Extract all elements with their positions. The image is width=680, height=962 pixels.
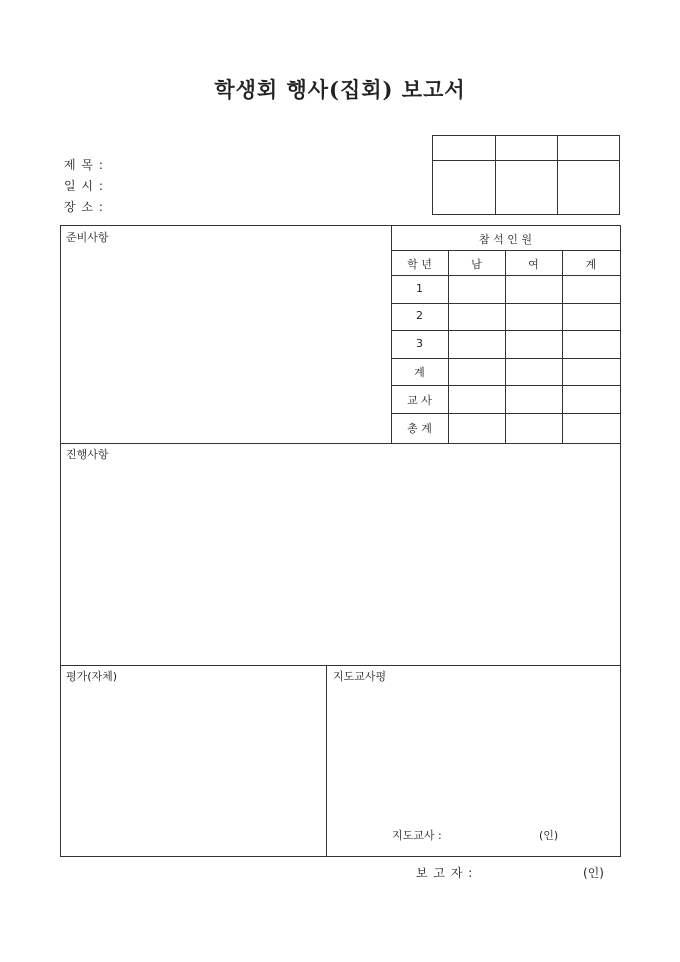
attendance-row-label: 교 사 <box>407 394 432 407</box>
section-divider <box>61 443 620 444</box>
attendance-row-divider <box>391 358 620 359</box>
approval-column-divider <box>557 136 558 214</box>
self-evaluation-label: 평가(자체) <box>66 670 118 683</box>
approval-divider <box>433 160 619 161</box>
progress-label: 진행사항 <box>66 448 109 461</box>
attendance-col-divider <box>505 250 506 443</box>
approval-box <box>432 135 620 215</box>
evaluation-divider <box>326 665 327 856</box>
attendance-col-divider <box>562 250 563 443</box>
report-form <box>60 225 621 857</box>
attendance-row-label: 1 <box>416 282 423 295</box>
page-title: 학생회 행사(집회) 보고서 <box>214 77 466 102</box>
reporter-seal: (인) <box>583 866 604 880</box>
attendance-row-label: 2 <box>416 309 423 322</box>
attendance-row-label: 계 <box>414 366 425 379</box>
attendance-row-label: 총 계 <box>407 422 432 435</box>
advisor-seal: (인) <box>539 829 559 842</box>
attendance-header-male: 남 <box>471 258 482 271</box>
attendance-title: 참 석 인 원 <box>479 233 532 246</box>
attendance-row-divider <box>391 330 620 331</box>
attendance-row-divider <box>391 385 620 386</box>
attendance-row-divider <box>391 303 620 304</box>
approval-column-divider <box>495 136 496 214</box>
advisor-sign-label: 지도교사 : <box>392 829 442 842</box>
reporter-label: 보 고 자 : <box>416 866 474 880</box>
attendance-row-divider <box>391 275 620 276</box>
preparation-label: 준비사항 <box>66 231 109 244</box>
subject-label: 제 목 : <box>64 158 104 172</box>
attendance-row-label: 3 <box>416 337 423 350</box>
attendance-header-female: 여 <box>528 258 539 271</box>
datetime-label: 일 시 : <box>64 179 104 193</box>
attendance-row-divider <box>391 250 620 251</box>
attendance-row-divider <box>391 413 620 414</box>
attendance-header-grade: 학 년 <box>407 258 432 271</box>
attendance-col-divider <box>448 250 449 443</box>
place-label: 장 소 : <box>64 200 104 214</box>
advisor-evaluation-label: 지도교사평 <box>333 670 387 683</box>
attendance-header-total: 계 <box>585 258 597 271</box>
section-divider <box>61 665 620 666</box>
